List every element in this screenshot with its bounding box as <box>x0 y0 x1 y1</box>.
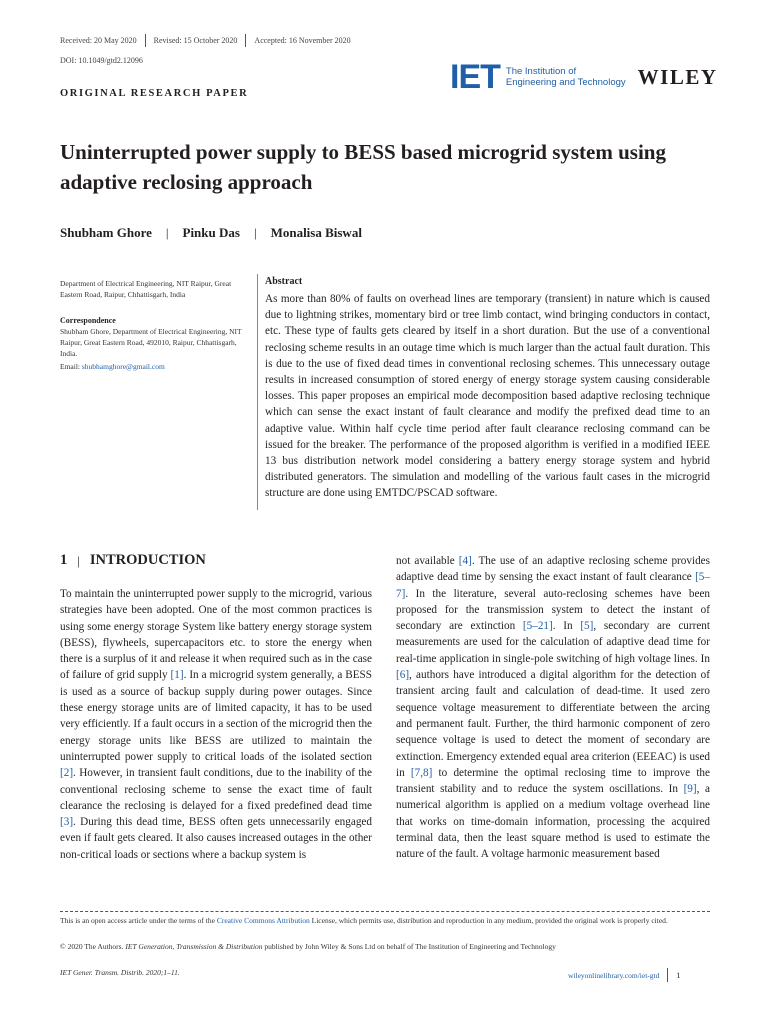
license-text: This is an open access article under the terms of the <box>60 916 217 925</box>
body-text: , authors have introduced a digital algorithm for the detection of transient arcing fault and calculation of dead-time. It used zero sequence voltage measurement to differentiate between the arcing and permanent fault. Further, the third harmonic component of zero sequence voltage is used to detect the moment of secondary are extinction. Emergency extended equal area criterion (EEEAC) is used in <box>396 669 710 779</box>
body-text: . During this dead time, BESS often gets unnecessarily engaged even if fault gets cleared. It also causes increased outages in the other non-critical loads or sections where a backup system is <box>60 816 372 861</box>
copyright-text: published by John Wiley & Sons Ltd on behalf of The Institution of Engineering and Technology <box>262 942 556 951</box>
body-text: to determine the optimal reclosing time to improve the transient stability and to reduce the system oscillations. In <box>396 766 710 796</box>
citation-link[interactable]: [1] <box>170 669 184 682</box>
author-separator: | <box>165 225 169 240</box>
journal-citation: IET Gener. Transm. Distrib. 2020;1–11. <box>60 968 180 977</box>
body-text: . In <box>552 620 581 633</box>
author[interactable]: Monalisa Biswal <box>270 225 362 240</box>
author-separator: | <box>253 225 257 240</box>
abstract-heading: Abstract <box>265 276 303 287</box>
author[interactable]: Pinku Das <box>182 225 240 240</box>
footer-right <box>568 968 680 982</box>
iet-name-line2: Engineering and Technology <box>505 77 626 88</box>
citation-link[interactable]: [6] <box>396 669 410 682</box>
section-title: INTRODUCTION <box>89 552 206 568</box>
page-number: 1 <box>676 970 681 980</box>
citation-link[interactable]: [5] <box>580 620 594 633</box>
revised-date: Revised: 15 October 2020 <box>153 36 238 45</box>
submission-dates <box>60 34 351 47</box>
body-text: To maintain the uninterrupted power supply to the microgrid, various strategies have been adopted. One of the most common practices is using some energy storage System like battery energy storage system (BESS), flywheels, supercapacitors etc. to store the energy when there is a surplus of it and release it when required such as in the case of failure of grid supply <box>60 588 372 682</box>
copyright-text: © 2020 The Authors. <box>60 942 126 951</box>
body-text: . However, in transient fault conditions, due to the inability of the conventional reclosing scheme to sense the exact time of fault clearance the reclosing is delayed for a fixed predefined dead time <box>60 767 372 812</box>
email-link[interactable]: shubhamghore@gmail.com <box>81 362 165 371</box>
affiliation: Department of Electrical Engineering, NIT Raipur, Great Eastern Road, Raipur, Chhattisgarh, India <box>60 279 232 299</box>
citation-link[interactable]: [2] <box>60 767 74 780</box>
section-number: 1 <box>60 552 68 568</box>
license-link[interactable]: Creative Commons Attribution <box>216 916 310 925</box>
date-separator <box>245 34 246 47</box>
correspondence-address: Shubham Ghore, Department of Electrical Engineering, NIT Raipur, Great Eastern Road, 492010, Raipur, Chhattisgarh, India. <box>60 327 242 358</box>
wiley-logo-icon: WILEY <box>637 64 718 89</box>
journal-name: IET Generation, Transmission & Distribution <box>125 942 263 951</box>
body-text: . In the literature, several auto-reclosing schemes have been proposed for the transmission system to detect the instant of secondary are extinction <box>396 587 710 633</box>
citation-link[interactable]: [5–7] <box>396 571 710 600</box>
body-column-right <box>396 553 710 863</box>
journal-url[interactable]: wileyonlinelibrary.com/iet-gtd <box>568 970 660 980</box>
body-text: . In a microgrid system generally, a BESS is used as a source of backup supply during power outages. Since these energy storage units are of limited capacity, it has to be used very efficiently. If a fault occurs in a section of the microgrid then the energy storage units like BESS are utilized to maintain the uninterrupted power supply to critical loads of the isolated section <box>60 669 372 763</box>
copyright-note <box>60 942 710 951</box>
date-separator <box>145 34 146 47</box>
author[interactable]: Shubham Ghore <box>60 225 152 240</box>
body-text: , a numerical algorithm is applied on a medium voltage overhead line that works on time-domain information, processing the acquired terminal data, then the least square method is used to estimate the nature of the fault. A voltage harmonic measurement based <box>396 783 711 861</box>
body-text: not available <box>396 555 459 567</box>
footer-divider <box>60 911 710 912</box>
accepted-date: Accepted: 16 November 2020 <box>254 36 351 45</box>
abstract-text: As more than 80% of faults on overhead lines are temporary (transient) in nature which is caused due to lightning strikes, momentary bird or tree limb contact, wind bringing conductors in contact, etc. These type of faults gets cleared by itself in a short duration. But the use of a conventional reclosing scheme results in an outage time which is much larger than the actual fault duration. This is due to the use of fixed dead times in conventional reclosing schemes. This unnecessary outage results in increased consumption of stored energy of energy storage system causing considerable losses. This paper proposes an empirical mode decomposition based adaptive reclosing technique which can sense the exact instant of fault clearance and modify the prefixed dead time to an adaptive value. Within half cycle time period after fault clearance reclosing command can be issued for the breaker. The performance of the proposed algorithm is verified in a modified IEEE 13 bus distribution network model considering a battery energy storage system and hybrid distributed generators. The simulation and modelling of the various fault cases in the microgrid structure are done using EMTDC/PSCAD software. <box>265 293 710 500</box>
paper-title: Uninterrupted power supply to BESS based microgrid system using adaptive reclosing approach <box>60 140 666 194</box>
author-list <box>60 225 362 241</box>
citation-link[interactable]: [4] <box>458 555 472 567</box>
iet-logo-icon: IET <box>450 58 500 96</box>
received-date: Received: 20 May 2020 <box>60 36 137 45</box>
email-line <box>60 362 165 371</box>
citation-link[interactable]: [7,8] <box>410 766 433 779</box>
citation-link[interactable]: [3] <box>60 816 74 829</box>
abstract-divider <box>257 274 258 510</box>
iet-name <box>506 66 626 88</box>
doi[interactable]: DOI: 10.1049/gtd2.12096 <box>60 56 143 65</box>
publisher-logos <box>450 60 718 94</box>
license-note <box>60 916 710 927</box>
body-column-left <box>60 586 372 863</box>
email-label: Email: <box>60 362 80 371</box>
footer-separator <box>667 968 668 982</box>
body-text: , secondary are current measurements are used for the calculation of adaptive dead time for real-time application in single-pole switching of high voltage lines. In <box>396 620 711 665</box>
body-text: . The use of an adaptive reclosing scheme provides adaptive dead time by sensing the exact instant of fault clearance <box>396 555 710 584</box>
section-heading <box>60 552 206 569</box>
iet-name-line1: The Institution of <box>505 66 577 77</box>
section-separator: | <box>77 552 80 568</box>
article-type: ORIGINAL RESEARCH PAPER <box>60 88 249 99</box>
license-text: License, which permits use, distribution and reproduction in any medium, provided the original work is properly cited. <box>309 916 668 925</box>
citation-link[interactable]: [9] <box>683 783 697 796</box>
citation-link[interactable]: [5–21] <box>522 620 553 633</box>
correspondence-heading: Correspondence <box>60 316 116 325</box>
